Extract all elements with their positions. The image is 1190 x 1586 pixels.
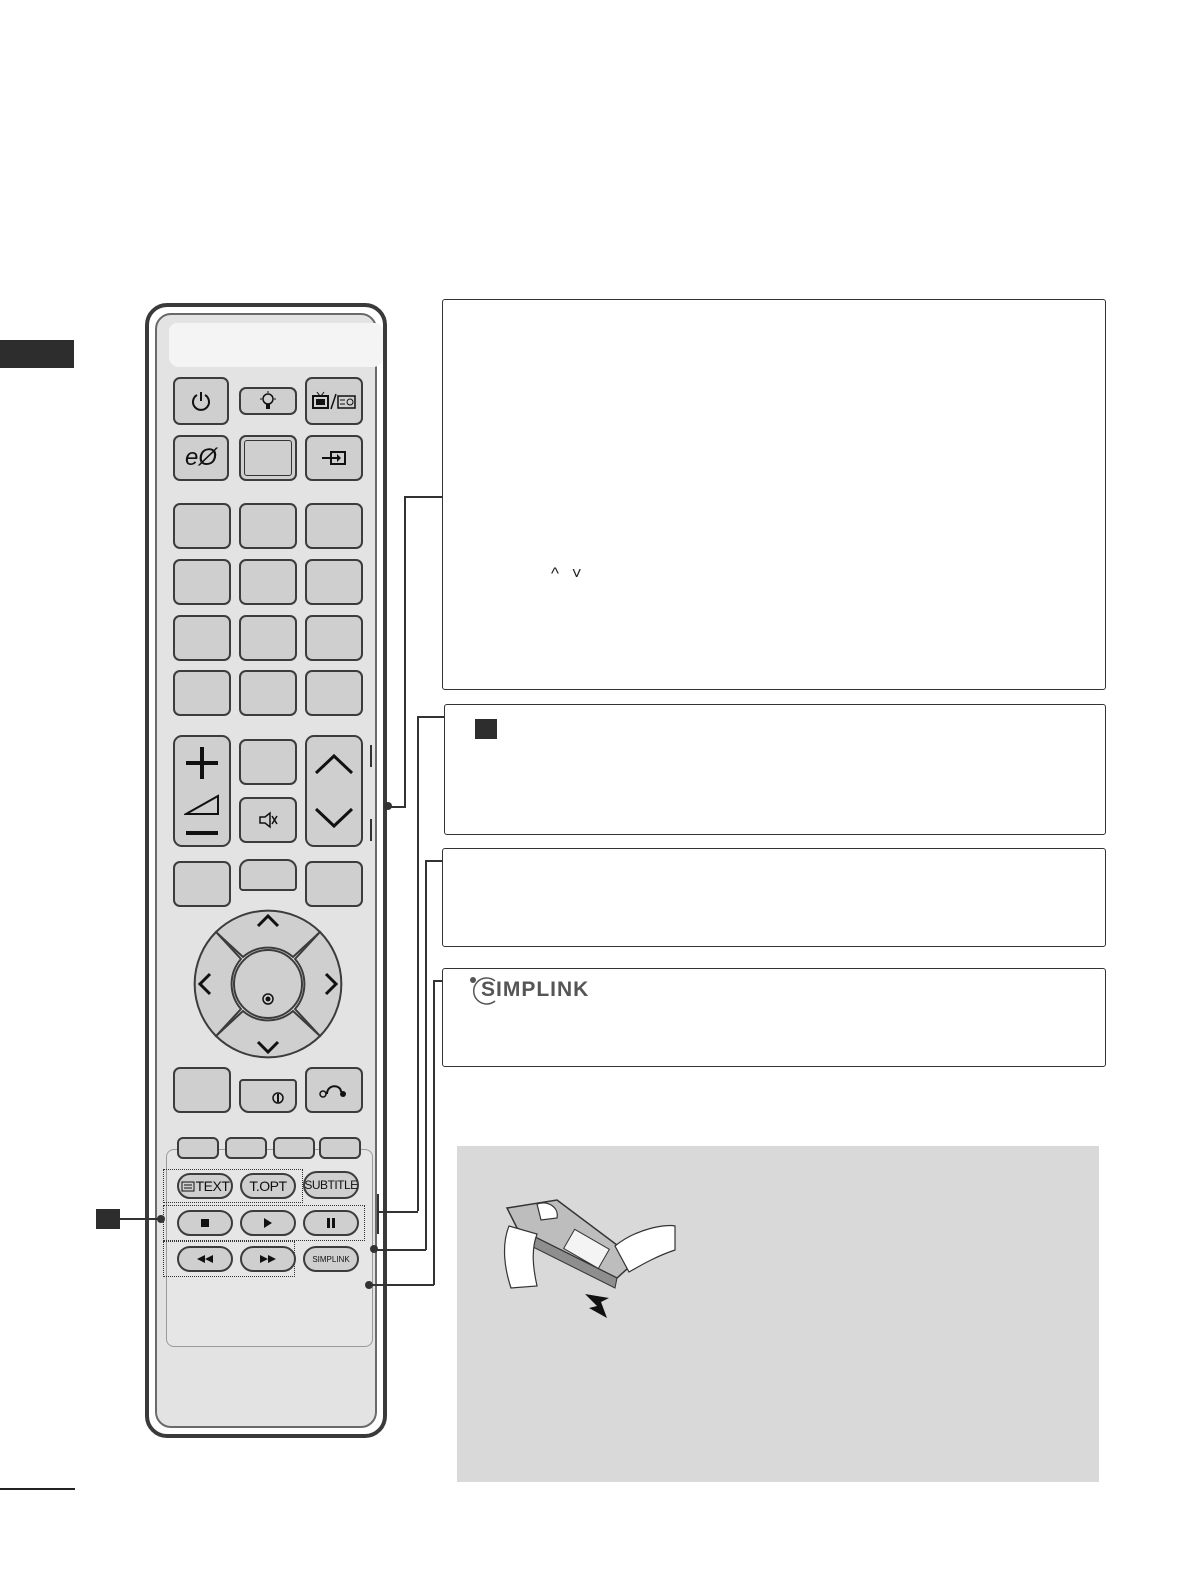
- callout-box-simplink: [442, 968, 1106, 1067]
- fav-button[interactable]: [239, 739, 297, 785]
- text-button-label: TEXT: [195, 1178, 230, 1194]
- blank-square-button[interactable]: [239, 435, 297, 481]
- simplink-button[interactable]: [303, 1246, 359, 1272]
- pause-button[interactable]: [303, 1210, 359, 1236]
- text-button[interactable]: [177, 1173, 233, 1199]
- colour-key-yellow[interactable]: [273, 1137, 315, 1159]
- volume-rocker[interactable]: [173, 735, 231, 847]
- leader-dot-simplink: [365, 1281, 373, 1289]
- callout-marker-square: [96, 1209, 120, 1229]
- fast-forward-icon: [259, 1254, 277, 1264]
- leader-line-main-h: [404, 496, 442, 498]
- remote-ir-window: [169, 323, 383, 367]
- leader-line-playback-tick: [375, 1249, 426, 1251]
- leader-dot-playback: [370, 1245, 378, 1253]
- leader-dot-main: [384, 802, 392, 810]
- leader-line-simplink-tick: [370, 1284, 434, 1286]
- navigation-pad[interactable]: [183, 899, 353, 1069]
- number-key[interactable]: [173, 559, 231, 605]
- battery-cover-illustration: [497, 1198, 677, 1318]
- blank-button-inset: [244, 440, 292, 476]
- leader-line-teletext-h: [417, 716, 444, 718]
- input-button[interactable]: [305, 435, 363, 481]
- power-button[interactable]: [173, 377, 229, 425]
- leader-line-playback: [425, 860, 427, 1250]
- programme-up-tick: [370, 745, 372, 767]
- list-key[interactable]: [173, 670, 231, 716]
- eco-label: eØ: [184, 444, 217, 471]
- number-key[interactable]: [239, 615, 297, 661]
- mute-icon: [257, 810, 279, 830]
- number-key[interactable]: [305, 559, 363, 605]
- info-button[interactable]: [239, 1079, 297, 1113]
- plus-icon: [184, 745, 220, 781]
- leader-line-main: [404, 496, 406, 806]
- channel-up-icon: [313, 752, 355, 776]
- simplink-logo: [469, 975, 589, 1005]
- simplink-logo-text: SIMPLINK: [481, 978, 590, 1001]
- back-button[interactable]: [305, 1067, 363, 1113]
- leader-line-playback-h: [425, 860, 442, 862]
- leader-dot: [157, 1215, 165, 1223]
- subtitle-button-label: SUBTITLE: [304, 1178, 358, 1192]
- topt-button-label: T.OPT: [249, 1178, 287, 1194]
- number-key[interactable]: [305, 615, 363, 661]
- stop-button[interactable]: [177, 1210, 233, 1236]
- number-key[interactable]: [305, 503, 363, 549]
- topt-button[interactable]: [240, 1173, 296, 1199]
- pause-icon: [326, 1217, 336, 1229]
- tv-radio-button[interactable]: [305, 377, 363, 425]
- volume-triangle-icon: [184, 794, 220, 816]
- leader-line-teletext: [417, 716, 419, 1211]
- battery-note-box: [457, 1146, 1099, 1482]
- stop-icon: [200, 1218, 210, 1228]
- fast-forward-button[interactable]: [240, 1246, 296, 1272]
- info-icon: [248, 1090, 288, 1106]
- colour-key-blue[interactable]: [319, 1137, 361, 1159]
- av-mode-eco-button[interactable]: [173, 435, 229, 481]
- leader-line: [120, 1218, 160, 1220]
- minus-icon: [184, 829, 220, 837]
- mute-button[interactable]: [239, 797, 297, 843]
- rewind-icon: [196, 1254, 214, 1264]
- rewind-button[interactable]: [177, 1246, 233, 1272]
- channel-down-icon: [313, 806, 355, 830]
- number-key-zero[interactable]: [239, 670, 297, 716]
- programme-down-tick: [370, 819, 372, 841]
- leader-line-teletext-tick: [378, 1211, 418, 1213]
- play-button[interactable]: [240, 1210, 296, 1236]
- exit-button[interactable]: [173, 1067, 231, 1113]
- energy-saving-button[interactable]: [239, 387, 297, 415]
- number-key[interactable]: [239, 559, 297, 605]
- guide-button[interactable]: [239, 859, 297, 891]
- remote-control: [145, 303, 387, 1438]
- callout-box-marker-square: [475, 719, 497, 739]
- leader-line-main-tick: [390, 806, 406, 808]
- tv-radio-icon: [311, 391, 357, 411]
- light-bulb-icon: [257, 390, 279, 412]
- programme-rocker[interactable]: [305, 735, 363, 847]
- leader-line-simplink: [433, 980, 435, 1285]
- callout-box-main: [442, 299, 1106, 690]
- q-view-key[interactable]: [305, 670, 363, 716]
- channel-arrows-label: ^ ˅: [551, 564, 586, 583]
- ok-button[interactable]: [234, 950, 302, 1018]
- power-icon: [190, 390, 212, 412]
- callout-box-teletext: [444, 704, 1106, 835]
- input-icon: [320, 448, 348, 468]
- leader-line-simplink-h: [433, 980, 442, 982]
- colour-key-green[interactable]: [225, 1137, 267, 1159]
- footer-rule: [0, 1488, 75, 1490]
- play-icon: [263, 1217, 273, 1229]
- simplink-button-label: SIMPLINK: [312, 1254, 350, 1264]
- colour-key-red[interactable]: [177, 1137, 219, 1159]
- callout-box-playback: [442, 848, 1106, 947]
- back-arrow-icon: [319, 1081, 349, 1099]
- teletext-icon: [181, 1181, 195, 1192]
- number-key[interactable]: [173, 615, 231, 661]
- teletext-bracket: [377, 1194, 379, 1234]
- number-key[interactable]: [239, 503, 297, 549]
- chapter-tab-marker: [0, 340, 74, 368]
- subtitle-button[interactable]: [303, 1171, 359, 1199]
- number-key[interactable]: [173, 503, 231, 549]
